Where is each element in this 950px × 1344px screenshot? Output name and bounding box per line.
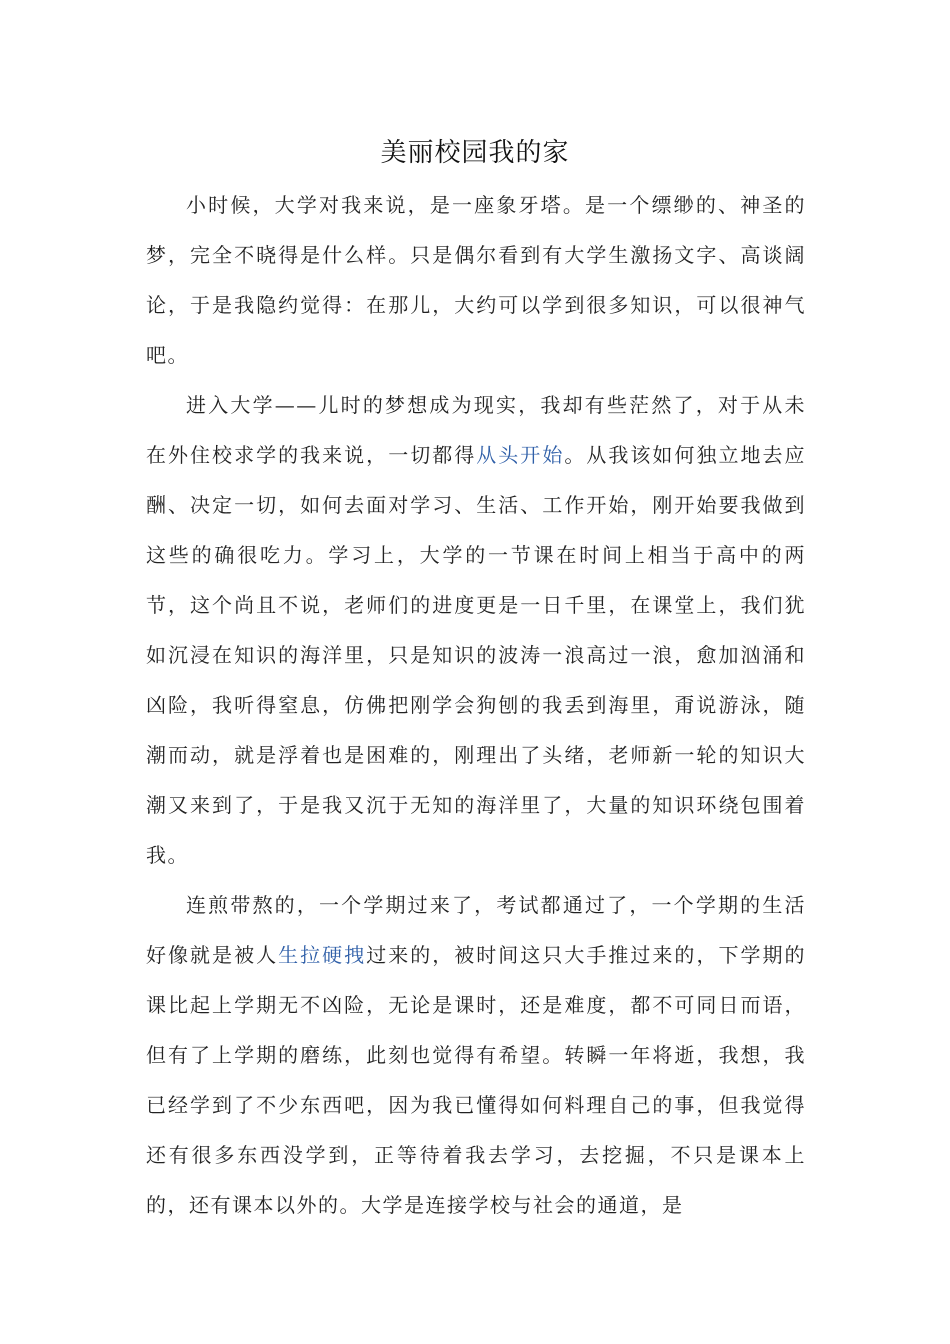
paragraph [146, 380, 806, 880]
paragraph-text: 连煎带熬的，一个学期过来了，考试都通过了，一个学期的生活好像就是被人 [146, 893, 806, 967]
text-link[interactable]: 从头开始 [476, 443, 565, 467]
paragraph-text: 小时候，大学对我来说，是一座象牙塔。是一个缥缈的、神圣的梦，完全不晓得是什么样。只是偶尔看到有大学生激扬文字、高谈阔论，于是我隐约觉得：在那儿，大约可以学到很多知识，可以很神气吧。 [146, 193, 806, 367]
paragraph-text: 进入大学——儿时的梦想成为现实，我却有些茫然了，对于从未在外住校求学的我来说，一切都得 [146, 393, 806, 467]
paragraph-text: 。从我该如何独立地去应酬、决定一切，如何去面对学习、生活、工作开始，刚开始要我做到这些的确很吃力。学习上，大学的一节课在时间上相当于高中的两节，这个尚且不说，老师们的进度更是一日千里，在课堂上，我们犹如沉浸在知识的海洋里，只是知识的波涛一浪高过一浪，愈加汹涌和凶险，我听得窒息，仿佛把刚学会狗刨的我丢到海里，甭说游泳，随潮而动，就是浮着也是困难的，刚理出了头绪，老师新一轮的知识大潮又来到了，于是我又沉于无知的海洋里了，大量的知识环绕包围着我。 [146, 443, 807, 867]
paragraph [146, 180, 806, 380]
document-title: 美丽校园我的家 [380, 138, 570, 168]
paragraph-text: 过来的，被时间这只大手推过来的，下学期的课比起上学期无不凶险，无论是课时，还是难度，都不可同日而语，但有了上学期的磨练，此刻也觉得有希望。转瞬一年将逝，我想，我已经学到了不少东西吧，因为我已懂得如何料理自己的事，但我觉得还有很多东西没学到，正等待着我去学习，去挖掘，不只是课本上的，还有课本以外的。大学是连接学校与社会的通道，是 [146, 943, 807, 1217]
document-body [146, 180, 806, 1230]
text-link[interactable]: 生拉硬拽 [278, 943, 367, 967]
paragraph [146, 880, 806, 1230]
